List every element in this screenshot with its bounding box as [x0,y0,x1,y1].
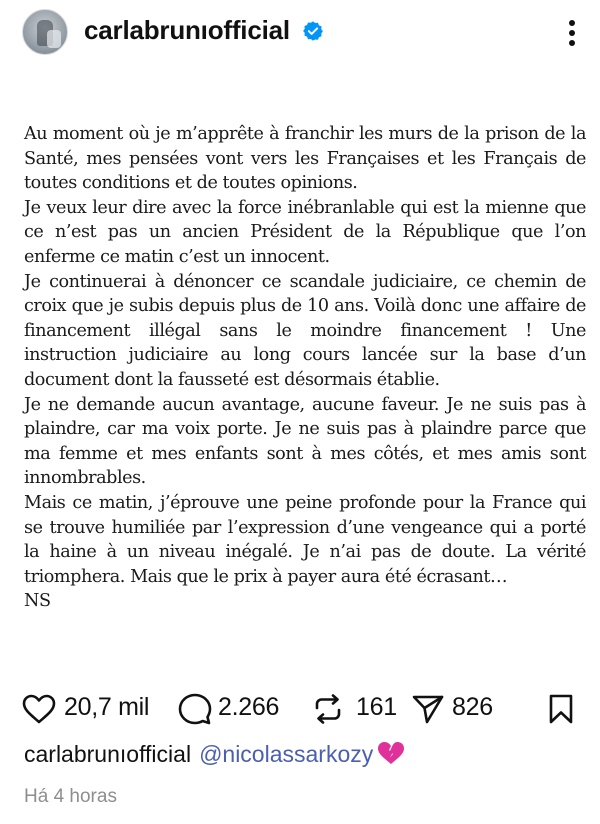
broken-heart-icon [377,741,405,765]
post-header [0,0,600,72]
header-username[interactable]: carlabrunıofficial [84,15,290,45]
bookmark-icon [548,694,574,724]
statement-text [24,122,586,614]
reposts-count: 161 [356,693,397,721]
more-vertical-icon[interactable] [562,16,582,50]
share-button[interactable] [412,686,504,732]
statement-paragraph: Je continuerai à dénoncer ce scandale judiciaire, ce chemin de croix que je subis depuis plus de 10 ans. Voilà donc une affaire de financement illégal sans le moindre financement ! Une instruction judiciaire au long cours lancée sur la base d’un document dont la fausseté est désormais établie. [24,271,586,390]
like-button[interactable] [22,686,162,732]
repost-button[interactable] [312,686,402,732]
comment-button[interactable] [178,686,298,732]
send-icon [412,694,444,724]
repost-icon [312,693,344,725]
caption-mention[interactable]: @nicolassarkozy [199,741,374,767]
comment-bubble-icon [178,693,212,725]
statement-signature: NS [24,591,51,612]
action-bar [0,686,600,732]
post-caption [24,739,405,769]
statement-paragraph: Je veux leur dire avec la force inébranlable qui est la mienne que ce n’est pas un ancien Président de la République que l’on enferme ce matin c’est un innocent. [24,197,586,267]
profile-avatar[interactable] [22,9,68,55]
comments-count: 2.266 [218,693,280,721]
verified-badge-icon [302,20,324,42]
avatar-figure-light [47,30,61,48]
post-timestamp: Há 4 horas [24,786,117,807]
shares-count: 826 [452,693,493,721]
statement-paragraph: Au moment où je m’apprête à franchir les murs de la prison de la Santé, mes pensées vont vers les Françaises et les Français de toutes conditions et de toutes opinions. [24,124,586,194]
likes-count: 20,7 mil [64,693,150,721]
statement-paragraph: Je ne demande aucun avantage, aucune faveur. Je ne suis pas à plaindre, car ma voix porte. Je ne suis pas à plaindre parce que ma femme et mes enfants sont à mes côtés, et mes amis sont innombrables. [24,394,586,489]
save-button[interactable] [548,686,578,732]
post-image[interactable] [0,72,600,682]
statement-paragraph: Mais ce matin, j’éprouve une peine profonde pour la France qui se trouve humiliée par l’expression d’une vengeance qui a porté la haine à un niveau inégalé. Je n’ai pas de doute. La vérité triomphera. Mais que le prix à payer aura été écrasant… [24,492,586,587]
caption-username[interactable]: carlabrunıofficial [24,741,192,767]
heart-outline-icon [22,694,56,724]
